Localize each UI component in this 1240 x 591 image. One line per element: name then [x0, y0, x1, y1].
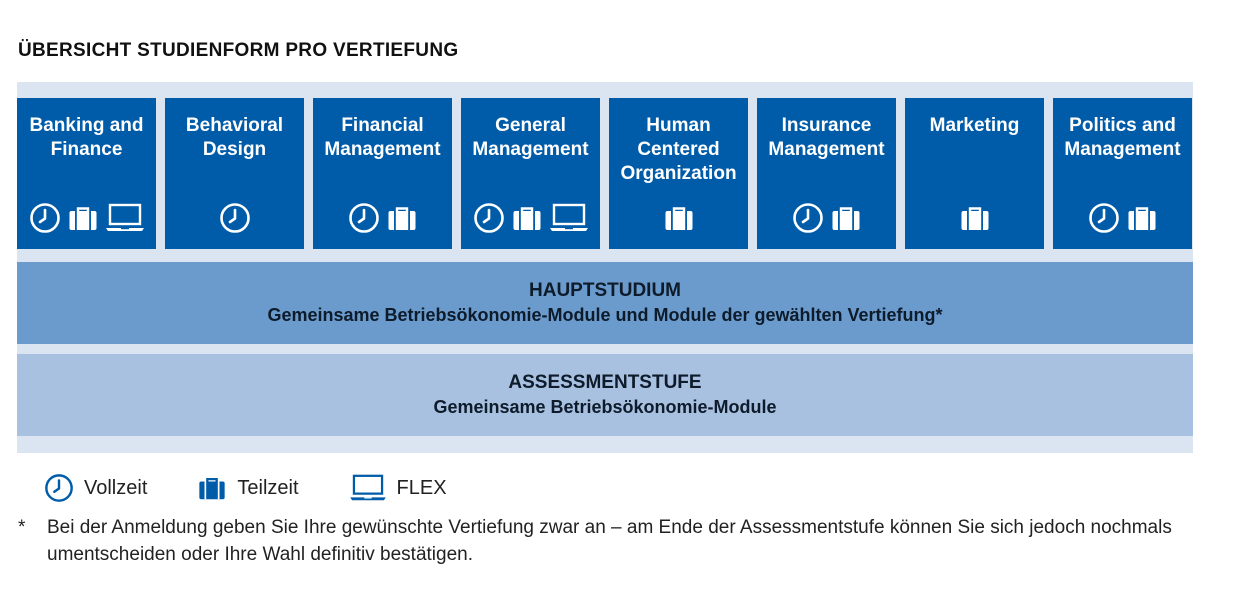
briefcase-icon — [1126, 202, 1158, 234]
clock-icon — [1088, 202, 1120, 234]
briefcase-icon — [511, 202, 543, 234]
legend-label: Teilzeit — [237, 476, 299, 499]
specialization-name: Human Centered Organization — [620, 115, 737, 184]
laptop-icon — [549, 202, 589, 234]
hauptstudium-band — [17, 262, 1193, 344]
legend-item-vollzeit — [44, 473, 147, 503]
specialization-box — [17, 98, 156, 249]
study-form-icons — [609, 201, 748, 235]
specialization-box — [609, 98, 748, 249]
specialization-name: Banking and Finance — [29, 115, 144, 160]
assessmentstufe-title: ASSESSMENTSTUFE — [508, 372, 702, 393]
legend-item-flex — [349, 473, 447, 503]
page-title: ÜBERSICHT STUDIENFORM PRO VERTIEFUNG — [18, 40, 459, 61]
specialization-box — [757, 98, 896, 249]
clock-icon — [219, 202, 251, 234]
study-form-icons — [757, 201, 896, 235]
clock-icon — [348, 202, 380, 234]
specialization-name: Insurance Management — [768, 115, 885, 160]
briefcase-icon — [197, 473, 237, 503]
briefcase-icon — [386, 202, 418, 234]
assessmentstufe-subtitle: Gemeinsame Betriebsökonomie-Module — [433, 397, 777, 417]
specialization-name: Financial Management — [324, 115, 441, 160]
clock-icon — [473, 202, 505, 234]
briefcase-icon — [663, 202, 695, 234]
study-form-icons — [1053, 201, 1192, 235]
clock-icon — [29, 202, 61, 234]
specialization-name: Politics and Management — [1064, 115, 1181, 160]
study-form-icons — [165, 201, 304, 235]
specialization-name: General Management — [472, 115, 589, 160]
specialization-box — [905, 98, 1044, 249]
specialization-name: Marketing — [929, 115, 1020, 136]
legend — [44, 470, 497, 506]
specialization-box — [313, 98, 452, 249]
study-form-icons — [313, 201, 452, 235]
specialization-box — [1053, 98, 1192, 249]
hauptstudium-subtitle: Gemeinsame Betriebsökonomie-Module und Module der gewählten Vertiefung* — [267, 305, 943, 325]
laptop-icon — [105, 202, 145, 234]
specialization-box — [165, 98, 304, 249]
hauptstudium-title: HAUPTSTUDIUM — [529, 280, 681, 301]
legend-label: FLEX — [396, 476, 447, 499]
specialization-box — [461, 98, 600, 249]
assessmentstufe-band — [17, 354, 1193, 436]
legend-label: Vollzeit — [84, 476, 148, 499]
footnote-mark: * — [18, 517, 26, 538]
clock-icon — [44, 473, 84, 503]
footnote — [18, 514, 1218, 568]
legend-item-teilzeit — [197, 473, 298, 503]
briefcase-icon — [67, 202, 99, 234]
footnote-text: Bei der Anmeldung geben Sie Ihre gewünschte Vertiefung zwar an – am Ende der Assessmentstufe können Sie sich jedoch nochmals umentscheiden oder Ihre Wahl definitiv bestätigen. — [47, 517, 1172, 565]
specialization-name: Behavioral Design — [185, 115, 284, 160]
clock-icon — [792, 202, 824, 234]
laptop-icon — [349, 473, 397, 503]
briefcase-icon — [959, 202, 991, 234]
study-form-icons — [461, 201, 600, 235]
study-form-icons — [17, 201, 156, 235]
briefcase-icon — [830, 202, 862, 234]
study-form-icons — [905, 201, 1044, 235]
